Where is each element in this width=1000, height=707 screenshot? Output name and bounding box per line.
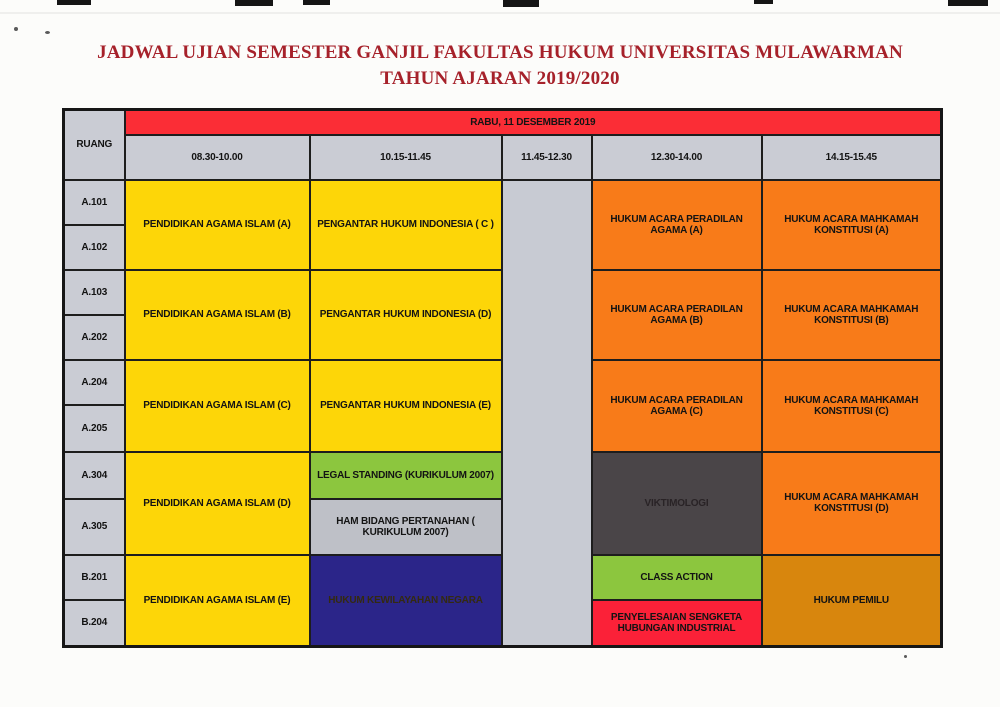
time-slot-header-1: 08.30-10.00 [125,135,310,180]
course-cell: PENYELESAIAN SENGKETA HUBUNGAN INDUSTRIAL [592,600,762,647]
scan-artifact [57,0,91,5]
room-label: A.305 [64,499,125,555]
course-cell: PENDIDIKAN AGAMA ISLAM (D) [125,452,310,555]
day-header: RABU, 11 DESEMBER 2019 [125,110,942,135]
room-label: A.204 [64,360,125,405]
scan-artifact [754,0,773,4]
scan-artifact [235,0,273,6]
ruang-column-header: RUANG [64,110,125,180]
title-line-1: JADWAL UJIAN SEMESTER GANJIL FAKULTAS HUKUM UNIVERSITAS MULAWARMAN [97,42,903,63]
course-cell: PENDIDIKAN AGAMA ISLAM (E) [125,555,310,647]
time-slot-header-4: 12.30-14.00 [592,135,762,180]
course-cell: HUKUM ACARA MAHKAMAH KONSTITUSI (A) [762,180,942,270]
room-label: B.204 [64,600,125,647]
course-cell: HUKUM ACARA MAHKAMAH KONSTITUSI (C) [762,360,942,452]
course-cell: PENGANTAR HUKUM INDONESIA (D) [310,270,502,360]
course-cell: PENDIDIKAN AGAMA ISLAM (B) [125,270,310,360]
course-cell: HUKUM ACARA PERADILAN AGAMA (A) [592,180,762,270]
room-label: A.101 [64,180,125,225]
title-line-2: TAHUN AJARAN 2019/2020 [380,68,620,89]
scan-artifact [503,0,539,7]
break-slot-empty [502,180,592,647]
course-cell: HUKUM ACARA MAHKAMAH KONSTITUSI (D) [762,452,942,555]
course-cell: PENGANTAR HUKUM INDONESIA (E) [310,360,502,452]
room-label: A.102 [64,225,125,270]
course-cell: LEGAL STANDING (KURIKULUM 2007) [310,452,502,499]
scan-artifact [303,0,330,5]
room-label: A.304 [64,452,125,499]
course-cell: HUKUM ACARA PERADILAN AGAMA (C) [592,360,762,452]
course-cell: HUKUM ACARA MAHKAMAH KONSTITUSI (B) [762,270,942,360]
course-cell: VIKTIMOLOGI [592,452,762,555]
course-cell: PENGANTAR HUKUM INDONESIA ( C ) [310,180,502,270]
course-cell: HAM BIDANG PERTANAHAN ( KURIKULUM 2007) [310,499,502,555]
room-label: A.103 [64,270,125,315]
time-slot-header-3: 11.45-12.30 [502,135,592,180]
room-label: A.202 [64,315,125,360]
time-slot-header-2: 10.15-11.45 [310,135,502,180]
course-cell: HUKUM KEWILAYAHAN NEGARA [310,555,502,647]
room-label: B.201 [64,555,125,600]
scan-artifact [0,12,1000,14]
scan-artifact [45,31,50,34]
course-cell: PENDIDIKAN AGAMA ISLAM (C) [125,360,310,452]
course-cell: CLASS ACTION [592,555,762,600]
scan-artifact [14,27,18,31]
time-slot-header-5: 14.15-15.45 [762,135,942,180]
exam-schedule-table [62,108,943,648]
room-label: A.205 [64,405,125,452]
scan-artifact [948,0,988,6]
course-cell: PENDIDIKAN AGAMA ISLAM (A) [125,180,310,270]
scan-artifact [904,655,907,658]
document-title [0,40,1000,92]
course-cell: HUKUM ACARA PERADILAN AGAMA (B) [592,270,762,360]
course-cell: HUKUM PEMILU [762,555,942,647]
